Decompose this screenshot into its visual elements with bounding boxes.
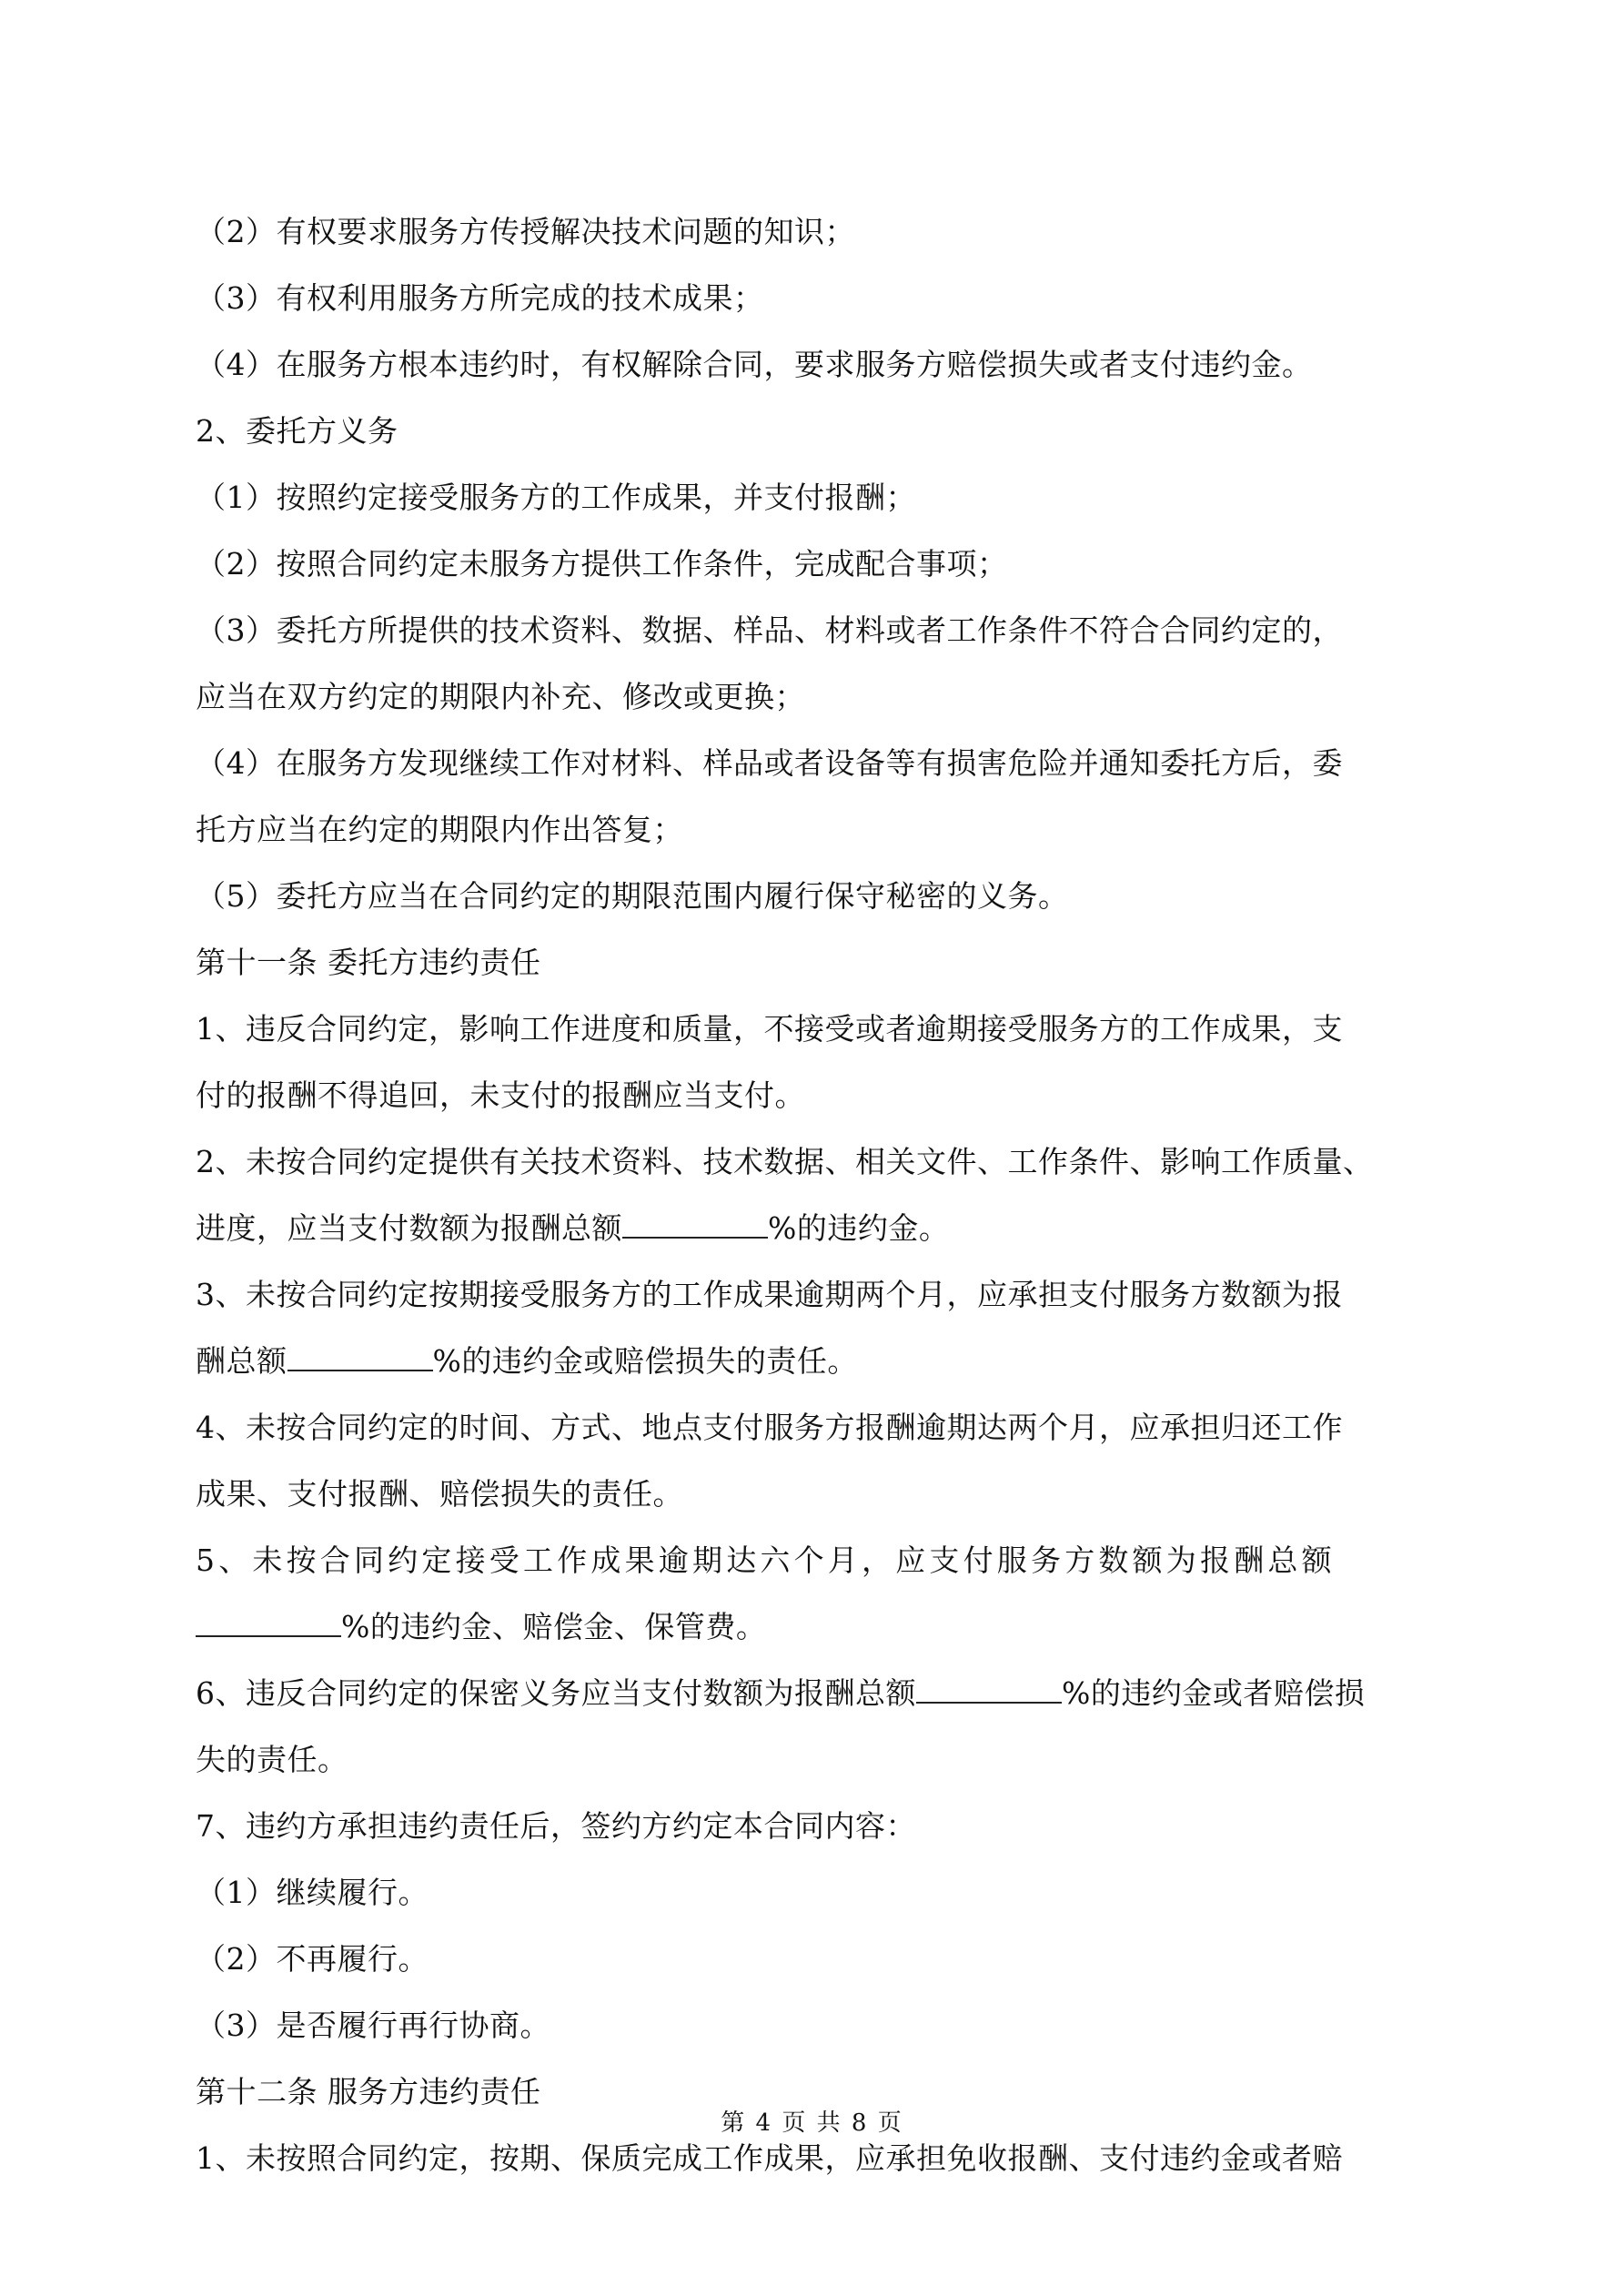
text-line-with-blank (196, 1593, 1451, 1660)
line-text: （3）是否履行再行协商。 (196, 2008, 550, 2043)
text-line (196, 1461, 1451, 1527)
line-text: 失的责任。 (196, 1742, 348, 1777)
heading-text: 第十二条 服务方违约责任 (196, 2074, 541, 2109)
text-line (196, 796, 1451, 863)
line-text: （1）继续履行。 (196, 1875, 429, 1910)
line-text: 托方应当在约定的期限内作出答复； (196, 812, 683, 847)
page-number-text: 第 4 页 共 8 页 (721, 2109, 903, 2137)
line-text-before: 进度，应当支付数额为报酬总额 (196, 1210, 622, 1246)
text-line (196, 1793, 1451, 1859)
text-line (196, 663, 1451, 730)
line-text-before: 6、违反合同约定的保密义务应当支付数额为报酬总额 (196, 1675, 916, 1711)
text-line (196, 265, 1451, 331)
fill-in-blank[interactable] (916, 1674, 1062, 1704)
text-line (196, 1527, 1451, 1593)
line-text: （2）有权要求服务方传授解决技术问题的知识； (196, 214, 855, 249)
text-line (196, 1726, 1451, 1793)
line-text: 2、委托方义务 (196, 413, 398, 449)
text-line (196, 198, 1451, 265)
text-line (196, 597, 1451, 663)
fill-in-blank[interactable] (622, 1209, 768, 1239)
line-text: 2、未按合同约定提供有关技术资料、技术数据、相关文件、工作条件、影响工作质量、 (196, 1144, 1374, 1179)
section-heading (196, 929, 1451, 996)
heading-text: 第十一条 委托方违约责任 (196, 945, 541, 980)
line-text: 7、违约方承担违约责任后，签约方约定本合同内容： (196, 1808, 916, 1844)
text-line (196, 1926, 1451, 1992)
line-text: 成果、支付报酬、赔偿损失的责任。 (196, 1476, 683, 1512)
text-line (196, 398, 1451, 464)
line-text: （3）委托方所提供的技术资料、数据、样品、材料或者工作条件不符合合同约定的， (196, 612, 1343, 648)
line-text-after: %的违约金或赔偿损失的责任。 (432, 1343, 858, 1379)
text-line (196, 1062, 1451, 1128)
line-text: 付的报酬不得追回，未支付的报酬应当支付。 (196, 1077, 805, 1113)
line-text-after: %的违约金或者赔偿损 (1062, 1675, 1366, 1711)
fill-in-blank[interactable] (196, 1608, 341, 1637)
line-text: 4、未按合同约定的时间、方式、地点支付服务方报酬逾期达两个月，应承担归还工作 (196, 1410, 1343, 1445)
text-line-with-blank (196, 1660, 1451, 1726)
line-text: 应当在双方约定的期限内补充、修改或更换； (196, 679, 805, 714)
line-text: （4）在服务方发现继续工作对材料、样品或者设备等有损害危险并通知委托方后，委 (196, 745, 1343, 781)
text-line (196, 1859, 1451, 1926)
fill-in-blank[interactable] (287, 1342, 433, 1371)
line-text: （3）有权利用服务方所完成的技术成果； (196, 280, 764, 316)
text-line (196, 331, 1451, 398)
line-text: （1）按照约定接受服务方的工作成果，并支付报酬； (196, 480, 916, 515)
text-line (196, 1992, 1451, 2058)
line-text: 1、违反合同约定，影响工作进度和质量，不接受或者逾期接受服务方的工作成果，支 (196, 1011, 1343, 1047)
text-line (196, 531, 1451, 597)
line-text: 1、未按照合同约定，按期、保质完成工作成果，应承担免收报酬、支付违约金或者赔 (196, 2140, 1343, 2176)
line-text-after: %的违约金、赔偿金、保管费。 (341, 1609, 767, 1644)
text-line (196, 1128, 1451, 1195)
page-number-footer (0, 2104, 1624, 2138)
text-line-with-blank (196, 1328, 1451, 1394)
line-text-before: 酬总额 (196, 1343, 287, 1379)
line-text: 3、未按合同约定按期接受服务方的工作成果逾期两个月，应承担支付服务方数额为报 (196, 1277, 1343, 1312)
page-body (196, 198, 1451, 2191)
text-line-with-blank (196, 1195, 1451, 1261)
text-line (196, 863, 1451, 929)
text-line (196, 464, 1451, 531)
text-line (196, 996, 1451, 1062)
line-text-after: %的违约金。 (768, 1210, 950, 1246)
line-text: （2）按照合同约定未服务方提供工作条件，完成配合事项； (196, 546, 1008, 582)
text-line (196, 1394, 1451, 1461)
line-text: （4）在服务方根本违约时，有权解除合同，要求服务方赔偿损失或者支付违约金。 (196, 347, 1313, 382)
text-line (196, 730, 1451, 796)
line-text: 5、未按合同约定接受工作成果逾期达六个月，应支付服务方数额为报酬总额 (196, 1542, 1336, 1578)
text-line (196, 1261, 1451, 1328)
line-text: （2）不再履行。 (196, 1941, 429, 1977)
line-text: （5）委托方应当在合同约定的期限范围内履行保守秘密的义务。 (196, 878, 1069, 914)
